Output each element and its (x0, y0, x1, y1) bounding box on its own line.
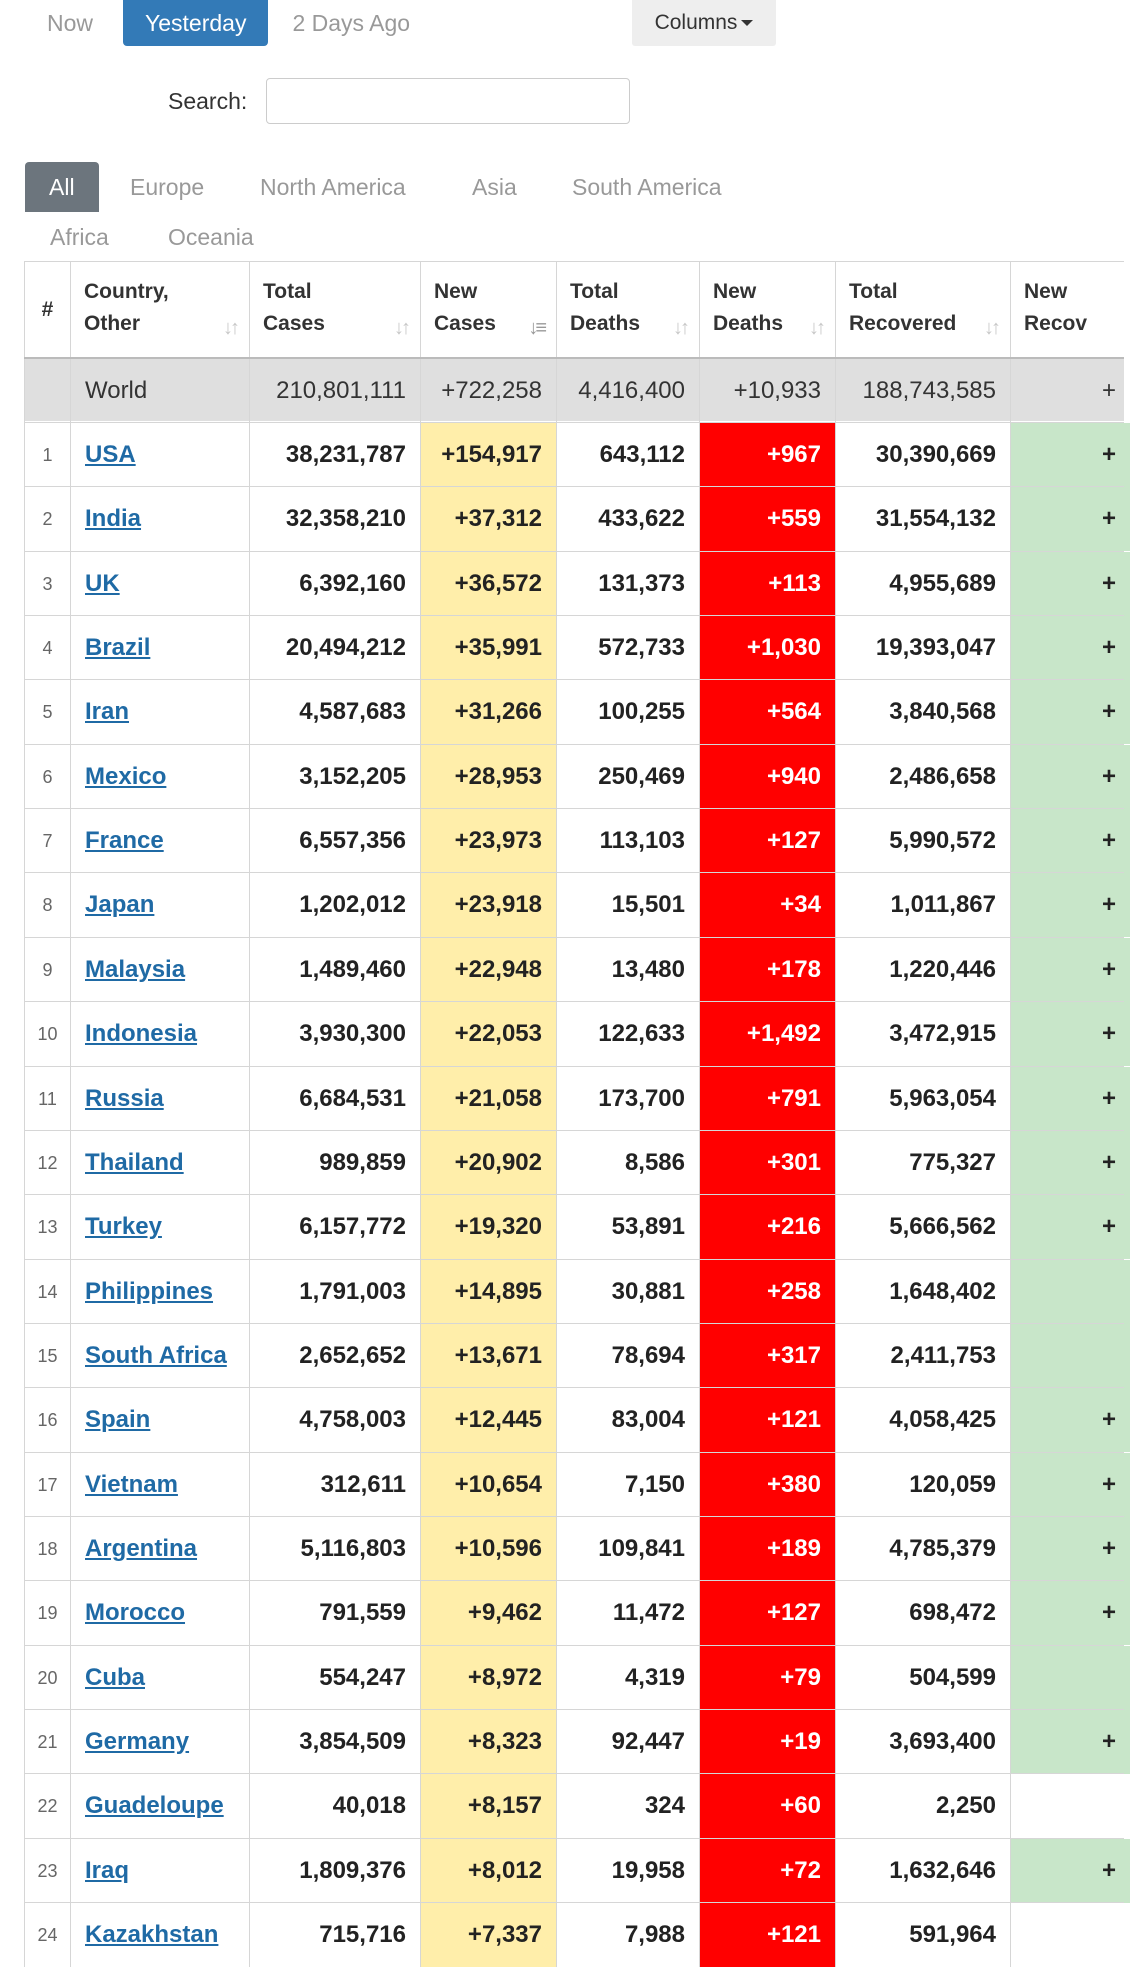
new-cases-cell: +14,895 (420, 1260, 556, 1324)
region-tab-asia[interactable]: Asia (472, 174, 517, 200)
row-num: 1 (24, 423, 70, 487)
header-total-deaths[interactable] (556, 262, 699, 358)
country-cell (70, 1131, 249, 1195)
total-cases-cell: 1,202,012 (249, 873, 420, 937)
table-row (24, 1773, 1124, 1837)
country-link[interactable]: Morocco (85, 1599, 186, 1627)
row-num: 14 (24, 1260, 70, 1324)
country-cell (70, 745, 249, 809)
new-deaths-cell: +189 (699, 1517, 835, 1581)
new-deaths-cell: +127 (699, 809, 835, 873)
new-cases-cell: +28,953 (420, 745, 556, 809)
total-cases-cell: 40,018 (249, 1774, 420, 1838)
country-cell (70, 1517, 249, 1581)
row-num: 22 (24, 1774, 70, 1838)
total-deaths-cell: 131,373 (556, 552, 699, 616)
total-cases-cell: 3,854,509 (249, 1710, 420, 1774)
table-row (24, 1001, 1124, 1065)
row-num: 20 (24, 1646, 70, 1710)
total-cases-cell: 989,859 (249, 1131, 420, 1195)
total-cases-cell: 3,930,300 (249, 1002, 420, 1066)
world-new-deaths: +10,933 (699, 359, 835, 423)
new-recovered-cell: + (1010, 1388, 1130, 1452)
header-num: # (24, 262, 70, 358)
total-deaths-cell: 572,733 (556, 616, 699, 680)
region-tab-all[interactable]: All (25, 162, 99, 212)
header-total-deaths-line1: Total (570, 280, 619, 303)
header-new-recovered-line1: New (1024, 280, 1068, 303)
new-cases-cell: +22,053 (420, 1002, 556, 1066)
total-recovered-cell: 5,963,054 (835, 1067, 1010, 1131)
total-recovered-cell: 3,472,915 (835, 1002, 1010, 1066)
country-cell (70, 1839, 249, 1903)
country-link[interactable]: Iraq (85, 1856, 130, 1884)
country-cell (70, 1774, 249, 1838)
total-deaths-cell: 11,472 (556, 1581, 699, 1645)
new-deaths-cell: +113 (699, 552, 835, 616)
new-recovered-cell (1010, 1774, 1130, 1838)
new-deaths-cell: +380 (699, 1453, 835, 1517)
total-cases-cell: 312,611 (249, 1453, 420, 1517)
row-num: 3 (24, 552, 70, 616)
header-new-cases[interactable] (420, 262, 556, 358)
row-num: 23 (24, 1839, 70, 1903)
country-link[interactable]: Philippines (85, 1277, 214, 1305)
new-cases-cell: +31,266 (420, 680, 556, 744)
sort-icon: ↓↑ (673, 317, 687, 339)
total-deaths-cell: 53,891 (556, 1195, 699, 1259)
columns-label: Columns (654, 11, 738, 34)
new-cases-cell: +35,991 (420, 616, 556, 680)
row-num: 12 (24, 1131, 70, 1195)
total-recovered-cell: 2,486,658 (835, 745, 1010, 809)
header-country-line1: Country, (84, 280, 169, 303)
total-cases-cell: 20,494,212 (249, 616, 420, 680)
country-link[interactable]: Indonesia (85, 1020, 198, 1048)
new-cases-cell: +8,157 (420, 1774, 556, 1838)
new-deaths-cell: +258 (699, 1260, 835, 1324)
total-cases-cell: 791,559 (249, 1581, 420, 1645)
total-deaths-cell: 7,150 (556, 1453, 699, 1517)
table-row (24, 1194, 1124, 1258)
new-deaths-cell: +317 (699, 1324, 835, 1388)
row-num: 17 (24, 1453, 70, 1517)
table-row (24, 1838, 1124, 1902)
country-link[interactable]: Japan (85, 891, 155, 919)
header-new-cases-line1: New (434, 280, 478, 303)
sort-icon: ↓↑ (394, 317, 408, 339)
total-recovered-cell: 2,411,753 (835, 1324, 1010, 1388)
new-recovered-cell: + (1010, 873, 1130, 937)
world-num (24, 359, 70, 423)
new-deaths-cell: +178 (699, 938, 835, 1002)
country-cell (70, 1195, 249, 1259)
country-cell (70, 1581, 249, 1645)
new-recovered-cell: + (1010, 1453, 1130, 1517)
country-link[interactable]: Spain (85, 1406, 151, 1434)
total-recovered-cell: 120,059 (835, 1453, 1010, 1517)
sort-icon: ↓↑ (809, 317, 823, 339)
table-row (24, 1709, 1124, 1773)
table-row (24, 486, 1124, 550)
table-row (24, 615, 1124, 679)
new-recovered-cell (1010, 1646, 1130, 1710)
row-num: 7 (24, 809, 70, 873)
new-recovered-cell: + (1010, 938, 1130, 1002)
sort-icon: ↓↑ (984, 317, 998, 339)
table-row (24, 872, 1124, 936)
table-row (24, 1066, 1124, 1130)
country-cell (70, 1710, 249, 1774)
world-total-deaths: 4,416,400 (556, 359, 699, 423)
new-recovered-cell (1010, 1260, 1130, 1324)
total-cases-cell: 6,684,531 (249, 1067, 420, 1131)
country-link[interactable]: Turkey (85, 1213, 162, 1241)
total-cases-cell: 1,809,376 (249, 1839, 420, 1903)
table-row (24, 1516, 1124, 1580)
total-recovered-cell: 1,648,402 (835, 1260, 1010, 1324)
new-deaths-cell: +121 (699, 1903, 835, 1967)
world-new-cases: +722,258 (420, 359, 556, 423)
total-deaths-cell: 19,958 (556, 1839, 699, 1903)
new-cases-cell: +36,572 (420, 552, 556, 616)
header-new-deaths-line1: New (713, 280, 757, 303)
new-recovered-cell: + (1010, 1067, 1130, 1131)
new-cases-cell: +9,462 (420, 1581, 556, 1645)
new-cases-cell: +8,012 (420, 1839, 556, 1903)
country-link[interactable]: India (85, 505, 142, 533)
total-cases-cell: 32,358,210 (249, 487, 420, 551)
country-cell (70, 809, 249, 873)
total-recovered-cell: 698,472 (835, 1581, 1010, 1645)
total-recovered-cell: 19,393,047 (835, 616, 1010, 680)
country-cell (70, 1903, 249, 1967)
country-link[interactable]: USA (85, 441, 136, 468)
world-new-recovered: + (1010, 359, 1130, 423)
total-deaths-cell: 7,988 (556, 1903, 699, 1967)
new-cases-cell: +8,323 (420, 1710, 556, 1774)
new-cases-cell: +21,058 (420, 1067, 556, 1131)
country-cell (70, 487, 249, 551)
country-link[interactable]: South Africa (85, 1341, 227, 1369)
caret-down-icon (741, 20, 753, 26)
table-row (24, 1323, 1124, 1387)
new-cases-cell: +23,973 (420, 809, 556, 873)
new-recovered-cell: + (1010, 1002, 1130, 1066)
total-deaths-cell: 173,700 (556, 1067, 699, 1131)
columns-dropdown-button[interactable] (632, 0, 776, 46)
total-deaths-cell: 15,501 (556, 873, 699, 937)
country-cell (70, 1453, 249, 1517)
sort-icon: ↓↑ (223, 317, 237, 339)
new-deaths-cell: +121 (699, 1388, 835, 1452)
new-deaths-cell: +72 (699, 1839, 835, 1903)
new-deaths-cell: +127 (699, 1581, 835, 1645)
new-recovered-cell: + (1010, 1581, 1130, 1645)
new-cases-cell: +154,917 (420, 423, 556, 487)
row-num: 15 (24, 1324, 70, 1388)
country-cell (70, 680, 249, 744)
country-link[interactable]: Kazakhstan (85, 1921, 219, 1949)
total-recovered-cell: 4,785,379 (835, 1517, 1010, 1581)
country-link[interactable]: Brazil (85, 634, 151, 662)
new-cases-cell: +22,948 (420, 938, 556, 1002)
new-cases-cell: +19,320 (420, 1195, 556, 1259)
table-header (24, 261, 1124, 358)
new-cases-cell: +20,902 (420, 1131, 556, 1195)
world-total-cases: 210,801,111 (249, 359, 420, 423)
row-num: 5 (24, 680, 70, 744)
total-recovered-cell: 504,599 (835, 1646, 1010, 1710)
total-deaths-cell: 92,447 (556, 1710, 699, 1774)
country-cell (70, 1646, 249, 1710)
total-cases-cell: 38,231,787 (249, 423, 420, 487)
header-total-recovered-line2: Recovered (849, 312, 957, 335)
total-recovered-cell: 1,220,446 (835, 938, 1010, 1002)
total-cases-cell: 6,392,160 (249, 552, 420, 616)
new-cases-cell: +37,312 (420, 487, 556, 551)
row-num: 10 (24, 1002, 70, 1066)
total-cases-cell: 715,716 (249, 1903, 420, 1967)
country-link[interactable]: UK (85, 569, 120, 597)
new-cases-cell: +12,445 (420, 1388, 556, 1452)
region-tab-south-america[interactable]: South America (572, 174, 722, 200)
new-recovered-cell: + (1010, 487, 1130, 551)
header-new-recovered-line2: Recov (1024, 312, 1088, 335)
new-deaths-cell: +301 (699, 1131, 835, 1195)
new-recovered-cell (1010, 1324, 1130, 1388)
header-total-recovered[interactable] (835, 262, 1010, 358)
sort-descending-icon: ↓≡ (528, 317, 544, 339)
row-num: 8 (24, 873, 70, 937)
row-num: 16 (24, 1388, 70, 1452)
header-new-recovered[interactable] (1010, 262, 1130, 358)
total-recovered-cell: 4,058,425 (835, 1388, 1010, 1452)
new-recovered-cell: + (1010, 1839, 1130, 1903)
search-label: Search: (168, 88, 248, 114)
new-recovered-cell: + (1010, 1710, 1130, 1774)
total-deaths-cell: 100,255 (556, 680, 699, 744)
total-recovered-cell: 3,693,400 (835, 1710, 1010, 1774)
total-deaths-cell: 83,004 (556, 1388, 699, 1452)
total-cases-cell: 2,652,652 (249, 1324, 420, 1388)
header-new-cases-line2: Cases (434, 312, 496, 335)
world-total-recovered: 188,743,585 (835, 359, 1010, 423)
country-cell (70, 1388, 249, 1452)
new-deaths-cell: +19 (699, 1710, 835, 1774)
table-row (24, 551, 1124, 615)
total-cases-cell: 6,157,772 (249, 1195, 420, 1259)
new-deaths-cell: +34 (699, 873, 835, 937)
table-row (24, 1902, 1124, 1966)
new-cases-cell: +13,671 (420, 1324, 556, 1388)
country-link[interactable]: Mexico (85, 762, 167, 790)
country-link[interactable]: Iran (85, 698, 130, 726)
total-deaths-cell: 13,480 (556, 938, 699, 1002)
new-deaths-cell: +564 (699, 680, 835, 744)
total-deaths-cell: 324 (556, 1774, 699, 1838)
table-row (24, 744, 1124, 808)
total-recovered-cell: 31,554,132 (835, 487, 1010, 551)
total-deaths-cell: 250,469 (556, 745, 699, 809)
new-recovered-cell: + (1010, 616, 1130, 680)
total-recovered-cell: 2,250 (835, 1774, 1010, 1838)
total-cases-cell: 4,587,683 (249, 680, 420, 744)
total-deaths-cell: 78,694 (556, 1324, 699, 1388)
country-cell (70, 616, 249, 680)
country-link[interactable]: France (85, 827, 164, 855)
table-row (24, 679, 1124, 743)
region-tab-north-america[interactable]: North America (260, 174, 406, 200)
header-total-cases-line2: Cases (263, 312, 325, 335)
table-row (24, 1387, 1124, 1451)
total-deaths-cell: 109,841 (556, 1517, 699, 1581)
header-total-cases-line1: Total (263, 280, 312, 303)
row-num: 9 (24, 938, 70, 1002)
row-num: 18 (24, 1517, 70, 1581)
new-deaths-cell: +60 (699, 1774, 835, 1838)
row-num: 4 (24, 616, 70, 680)
total-recovered-cell: 3,840,568 (835, 680, 1010, 744)
new-cases-cell: +8,972 (420, 1646, 556, 1710)
total-deaths-cell: 4,319 (556, 1646, 699, 1710)
new-cases-cell: +10,596 (420, 1517, 556, 1581)
new-cases-cell: +7,337 (420, 1903, 556, 1967)
total-cases-cell: 3,152,205 (249, 745, 420, 809)
header-country[interactable] (70, 262, 249, 358)
total-recovered-cell: 1,632,646 (835, 1839, 1010, 1903)
world-country: World (70, 359, 249, 423)
new-recovered-cell: + (1010, 1195, 1130, 1259)
tab-yesterday[interactable]: Yesterday (123, 0, 268, 46)
total-deaths-cell: 643,112 (556, 423, 699, 487)
new-recovered-cell: + (1010, 1131, 1130, 1195)
header-total-cases[interactable] (249, 262, 420, 358)
new-deaths-cell: +1,492 (699, 1002, 835, 1066)
table-row (24, 1452, 1124, 1516)
table-row (24, 1645, 1124, 1709)
region-tab-africa[interactable]: Africa (50, 224, 109, 250)
row-num: 11 (24, 1067, 70, 1131)
tab-2-days-ago[interactable]: 2 Days Ago (292, 10, 411, 36)
row-num: 13 (24, 1195, 70, 1259)
total-recovered-cell: 30,390,669 (835, 423, 1010, 487)
new-recovered-cell: + (1010, 745, 1130, 809)
new-deaths-cell: +1,030 (699, 616, 835, 680)
country-cell (70, 552, 249, 616)
region-tab-europe[interactable]: Europe (130, 174, 205, 200)
total-recovered-cell: 1,011,867 (835, 873, 1010, 937)
new-recovered-cell: + (1010, 552, 1130, 616)
new-recovered-cell: + (1010, 1517, 1130, 1581)
total-recovered-cell: 591,964 (835, 1903, 1010, 1967)
total-cases-cell: 4,758,003 (249, 1388, 420, 1452)
total-cases-cell: 554,247 (249, 1646, 420, 1710)
new-recovered-cell: + (1010, 809, 1130, 873)
tab-now[interactable]: Now (47, 10, 94, 36)
new-deaths-cell: +216 (699, 1195, 835, 1259)
world-row (24, 357, 1124, 421)
new-cases-cell: +10,654 (420, 1453, 556, 1517)
table-row (24, 1259, 1124, 1323)
total-deaths-cell: 433,622 (556, 487, 699, 551)
total-deaths-cell: 113,103 (556, 809, 699, 873)
country-link[interactable]: Thailand (85, 1148, 184, 1176)
table-row (24, 1580, 1124, 1644)
new-deaths-cell: +940 (699, 745, 835, 809)
total-cases-cell: 1,791,003 (249, 1260, 420, 1324)
total-cases-cell: 1,489,460 (249, 938, 420, 1002)
row-num: 21 (24, 1710, 70, 1774)
country-cell (70, 1260, 249, 1324)
total-deaths-cell: 122,633 (556, 1002, 699, 1066)
header-new-deaths-line2: Deaths (713, 312, 784, 335)
country-cell (70, 1324, 249, 1388)
new-deaths-cell: +791 (699, 1067, 835, 1131)
total-recovered-cell: 775,327 (835, 1131, 1010, 1195)
total-deaths-cell: 8,586 (556, 1131, 699, 1195)
country-link[interactable]: Argentina (85, 1534, 198, 1562)
header-country-line2: Other (84, 312, 141, 335)
country-cell (70, 1002, 249, 1066)
row-num: 2 (24, 487, 70, 551)
country-cell (70, 938, 249, 1002)
total-deaths-cell: 30,881 (556, 1260, 699, 1324)
country-link[interactable]: Guadeloupe (85, 1792, 224, 1820)
region-tab-oceania[interactable]: Oceania (168, 224, 254, 250)
country-link[interactable]: Cuba (85, 1663, 145, 1691)
new-recovered-cell: + (1010, 680, 1130, 744)
table-row (24, 937, 1124, 1001)
country-link[interactable]: Vietnam (85, 1470, 178, 1498)
country-link[interactable]: Russia (85, 1084, 164, 1112)
new-deaths-cell: +79 (699, 1646, 835, 1710)
header-new-deaths[interactable] (699, 262, 835, 358)
header-total-recovered-line1: Total (849, 280, 898, 303)
total-recovered-cell: 5,990,572 (835, 809, 1010, 873)
total-cases-cell: 5,116,803 (249, 1517, 420, 1581)
row-num: 19 (24, 1581, 70, 1645)
new-recovered-cell: + (1010, 423, 1130, 487)
search-input[interactable] (266, 78, 630, 124)
new-recovered-cell (1010, 1903, 1130, 1967)
day-tabs (25, 0, 432, 46)
country-cell (70, 423, 249, 487)
row-num: 6 (24, 745, 70, 809)
table-row (24, 808, 1124, 872)
row-num: 24 (24, 1903, 70, 1967)
header-total-deaths-line2: Deaths (570, 312, 641, 335)
country-cell (70, 873, 249, 937)
total-cases-cell: 6,557,356 (249, 809, 420, 873)
new-cases-cell: +23,918 (420, 873, 556, 937)
table-row (24, 1130, 1124, 1194)
table-row (24, 422, 1124, 486)
country-link[interactable]: Germany (85, 1728, 190, 1755)
new-deaths-cell: +967 (699, 423, 835, 487)
new-deaths-cell: +559 (699, 487, 835, 551)
country-link[interactable]: Malaysia (85, 955, 186, 983)
total-recovered-cell: 5,666,562 (835, 1195, 1010, 1259)
total-recovered-cell: 4,955,689 (835, 552, 1010, 616)
country-cell (70, 1067, 249, 1131)
